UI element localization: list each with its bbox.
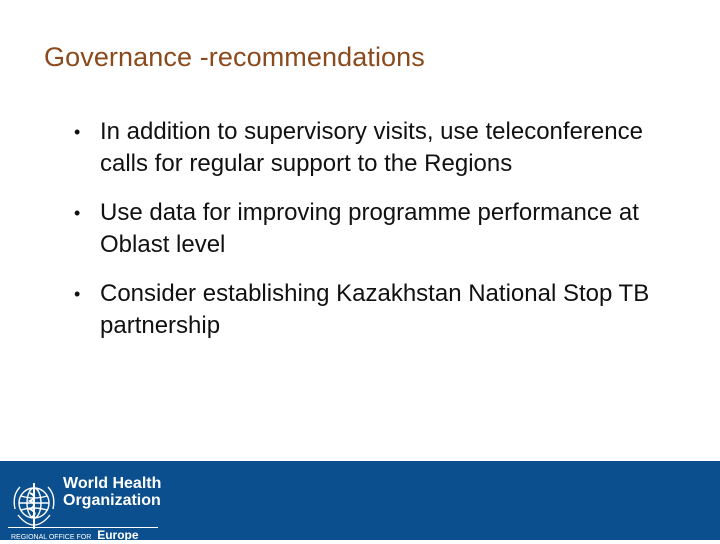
logo-wordmark (63, 475, 161, 509)
logo-region-name: Europe (97, 528, 139, 542)
bullet-icon: • (74, 122, 81, 142)
slide-title: Governance -recommendations (44, 42, 425, 72)
footer-bar (0, 461, 720, 540)
bullet-item (70, 278, 670, 342)
bullet-list (70, 116, 670, 359)
bullet-text: Use data for improving programme performance at Oblast level (100, 199, 639, 258)
logo-region (11, 529, 139, 544)
who-emblem-icon (8, 479, 60, 531)
who-logo (8, 471, 162, 542)
bullet-icon: • (74, 203, 81, 223)
logo-line1: World Health (63, 475, 162, 492)
logo-regional-office: REGIONAL OFFICE FOR (11, 534, 92, 541)
bullet-item (70, 116, 670, 180)
bullet-item (70, 197, 670, 261)
logo-line2: Organization (63, 492, 161, 509)
bullet-icon: • (74, 284, 81, 304)
bullet-text: In addition to supervisory visits, use teleconference calls for regular support to the Regions (100, 118, 643, 177)
bullet-text: Consider establishing Kazakhstan National Stop TB partnership (100, 280, 650, 339)
